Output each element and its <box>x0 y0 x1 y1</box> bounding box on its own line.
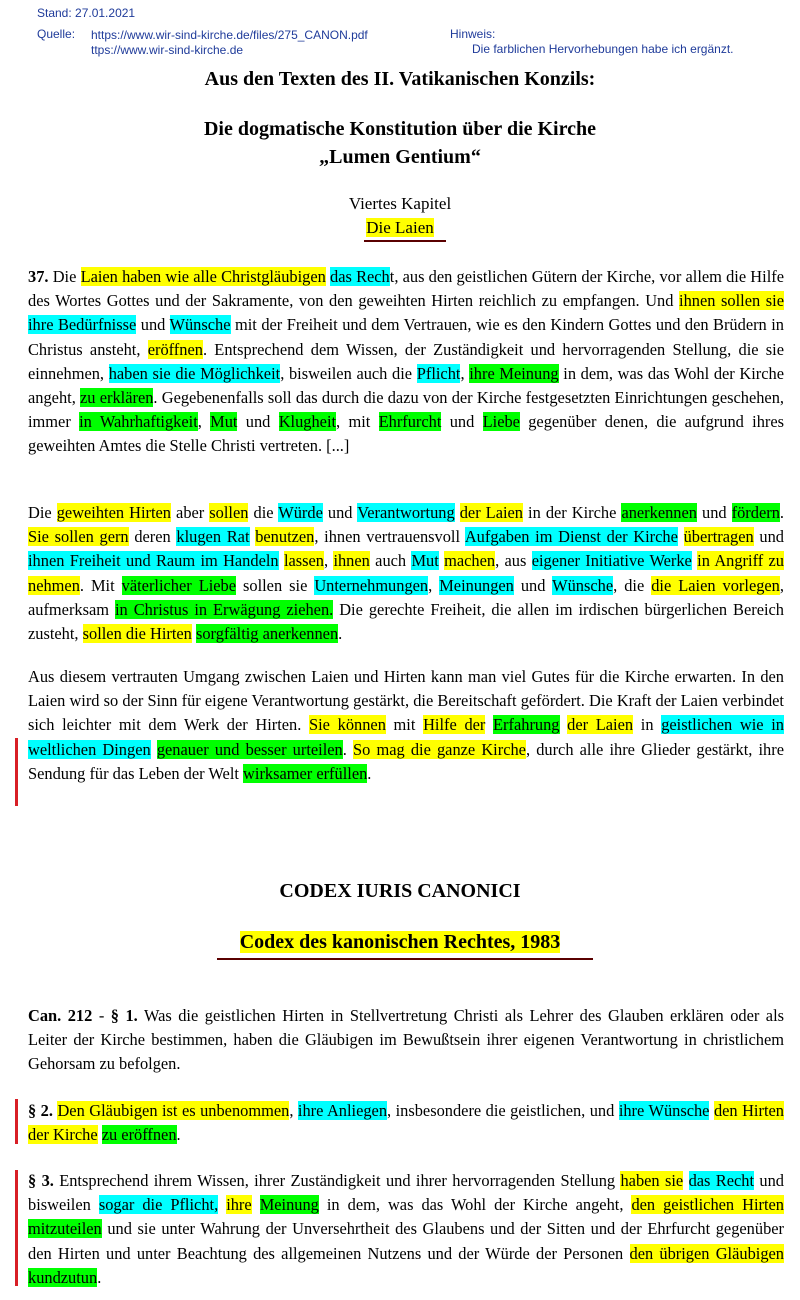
yellow-highlight: Laien haben wie alle Christgläubigen <box>80 267 326 286</box>
cyan-highlight: Verantwortung <box>357 503 455 522</box>
cyan-highlight: Wünsche <box>169 315 231 335</box>
text-run: und <box>441 412 483 432</box>
text-run: und <box>237 412 279 432</box>
cyan-highlight: das Recht <box>688 1171 755 1190</box>
cyan-highlight: Pflicht <box>416 363 461 383</box>
text-run: . Mit <box>79 575 122 595</box>
text-run: , bisweilen auch die <box>280 363 417 383</box>
green-highlight: Liebe <box>482 412 520 432</box>
text-run: Aus diesem vertrauten Umgang zwischen Laien und Hirten kann man viel Gutes für die Kirche erwarten. In den Laien wird so der Sinn für eigene Verantwortung gestärkt, die Bereitschaft gefördert. Die Kraft der Laien verbindet sich leichter mit dem Werk der Hirten. <box>28 667 784 735</box>
text-run: , <box>460 363 470 383</box>
text-run: , aus <box>495 551 532 571</box>
chapter-title <box>0 218 800 238</box>
yellow-highlight: der Laien <box>459 503 523 522</box>
yellow-highlight: die Laien vorlegen <box>651 575 780 595</box>
text-run: sollen sie <box>236 575 315 595</box>
text-run: . <box>97 1267 102 1287</box>
text-run: , <box>197 412 211 432</box>
cyan-highlight: das Rech <box>330 267 390 286</box>
yellow-highlight: So mag die ganze Kirche <box>353 739 526 759</box>
cyan-highlight: ihre Wünsche <box>618 1101 710 1120</box>
text-run: und <box>322 503 358 522</box>
yellow-highlight: ihre <box>226 1195 252 1215</box>
text-run: . <box>176 1125 181 1145</box>
yellow-highlight: den übrigen Gläubigen <box>629 1243 784 1263</box>
text-run: und <box>696 503 732 522</box>
text-run: . <box>342 739 353 759</box>
cyan-highlight: sogar die Pflicht, <box>98 1195 219 1215</box>
text-run: und bisweilen <box>28 1171 784 1215</box>
text-run: , durch alle ihre Glieder gestärkt, ihre Sendung für das Leben der Welt <box>28 739 784 783</box>
hint-label: Hinweis: <box>450 27 496 41</box>
green-highlight: Meinung <box>259 1195 319 1215</box>
yellow-highlight: haben sie <box>620 1171 684 1190</box>
yellow-highlight: sollen <box>209 503 249 522</box>
text-run <box>151 740 157 759</box>
text-run: Die <box>28 503 57 522</box>
text-run <box>678 527 684 546</box>
cyan-highlight: Mut <box>411 551 439 571</box>
text-run: . Entsprechend dem Wissen, der Zuständigkeit und hervorragenden Stellung, die sie einnehmen, <box>28 339 784 383</box>
text-run: , insbesondere die geistlichen, und <box>387 1101 619 1120</box>
can-212-paragraph-1 <box>28 1004 784 1077</box>
margin-bar-can-2 <box>15 1099 18 1144</box>
yellow-highlight: eröffnen <box>147 339 203 359</box>
text-run: aber <box>171 503 210 522</box>
yellow-highlight: Sie können <box>309 715 386 735</box>
text-run: in der Kirche <box>523 503 622 522</box>
cyan-highlight: Unternehmungen <box>314 575 429 595</box>
text-run: in dem, was das Wohl der Kirche angeht, <box>28 363 785 408</box>
green-highlight: in Christus in Erwägung ziehen. <box>114 599 334 619</box>
source-link-2[interactable]: ttps://www.wir-sind-kirche.de <box>91 43 244 57</box>
text-run: , die <box>613 575 652 595</box>
cyan-highlight: Wünsche <box>552 575 614 595</box>
text-run: . <box>338 624 343 644</box>
green-highlight: sorgfältig anerkennen <box>195 624 339 644</box>
text-run: t, aus den geistlichen Gütern der Kirche, vor allem die Hilfe des Wortes Gottes und der Sakramente, von den geweihten Hirten reichlich zu empfangen. Und <box>28 267 784 311</box>
lg-paragraph-37 <box>28 265 784 459</box>
yellow-highlight: geweihten Hirten <box>56 503 171 522</box>
lg-paragraph-umgang <box>28 665 784 786</box>
margin-bar-can-3 <box>15 1170 18 1286</box>
text-run <box>485 715 493 734</box>
text-run: , aufmerksam <box>28 575 784 619</box>
yellow-highlight: Sie sollen gern <box>28 527 129 547</box>
text-run: auch <box>369 551 412 571</box>
yellow-highlight: in Angriff zu nehmen <box>28 551 784 595</box>
green-highlight: zu eröffnen <box>101 1125 177 1145</box>
text-run: Die <box>48 267 81 286</box>
source-link-1[interactable]: https://www.wir-sind-kirche.de/files/275_CANON.pdf <box>91 28 368 42</box>
text-run: die <box>248 503 279 522</box>
green-highlight: Klugheit <box>278 412 337 432</box>
text-run <box>252 1195 260 1214</box>
cyan-highlight: Meinungen <box>439 575 514 595</box>
stand-date: Stand: 27.01.2021 <box>37 6 136 20</box>
cyan-highlight: ihnen Freiheit und Raum im Handeln <box>28 551 279 571</box>
yellow-highlight: machen <box>444 551 496 571</box>
green-highlight: kundzutun <box>28 1267 98 1287</box>
margin-bar-lg <box>15 738 18 806</box>
text-run: , mit <box>336 412 379 432</box>
codex-subtitle <box>0 931 800 954</box>
yellow-highlight: der Laien <box>567 715 634 735</box>
green-highlight: väterlicher Liebe <box>121 575 237 595</box>
text-run: . <box>367 763 372 783</box>
text-run: , ihnen vertrauensvoll <box>314 527 465 547</box>
green-highlight: Ehrfurcht <box>378 412 442 432</box>
hint-text: Die farblichen Hervorhebungen habe ich ergänzt. <box>472 42 734 56</box>
text-run: in dem, was das Wohl der Kirche angeht, <box>318 1195 632 1215</box>
cyan-highlight: ihre Anliegen <box>297 1101 388 1120</box>
bold-label: § 2. <box>28 1101 53 1120</box>
yellow-highlight: Hilfe der <box>423 715 486 735</box>
green-highlight: Mut <box>210 412 238 432</box>
text-run <box>683 1171 688 1190</box>
text-run: und <box>136 315 170 335</box>
green-highlight: in Wahrhaftigkeit <box>79 412 198 432</box>
text-run: mit <box>385 715 424 735</box>
text-run: gegenüber denen, die aufgrund ihres geweihten Amtes die Stelle Christi vertreten. [...] <box>28 412 784 456</box>
green-highlight: Erfahrung <box>493 715 560 735</box>
text-run: , <box>428 575 440 595</box>
green-highlight: fördern <box>731 503 780 522</box>
text-run: Die gerechte Freiheit, die allen im irdischen bürgerlichen Bereich zusteht, <box>28 599 784 644</box>
yellow-highlight: benutzen <box>255 527 315 547</box>
yellow-highlight: den geistlichen Hirten <box>631 1195 784 1215</box>
cyan-highlight: Aufgaben im Dienst der Kirche <box>464 527 678 547</box>
green-highlight: zu erklären <box>80 388 154 408</box>
yellow-highlight: lassen <box>283 551 324 571</box>
cyan-highlight: ihre Bedürfnisse <box>28 315 137 335</box>
text-run: . Gegebenenfalls soll das durch die dazu von der Kirche festgesetzten Einrichtungen geschehen, immer <box>28 388 784 432</box>
text-run: deren <box>128 527 177 547</box>
bold-label: Can. 212 <box>28 1006 93 1025</box>
codex-subtitle-text: Codex des kanonischen Rechtes, 1983 <box>239 931 561 953</box>
text-run: , <box>324 551 334 571</box>
yellow-highlight: Den Gläubigen ist es unbenommen <box>57 1101 290 1120</box>
bold-label: § 3. <box>28 1171 54 1190</box>
green-highlight: anerkennen <box>621 503 697 522</box>
cyan-highlight: Würde <box>278 503 323 522</box>
constitution-title: Die dogmatische Konstitution über die Kirche <box>203 118 597 140</box>
can-212-paragraph-2 <box>28 1099 784 1147</box>
cyan-highlight: klugen Rat <box>176 527 250 547</box>
chapter-title-text: Die Laien <box>366 218 434 237</box>
text-run: und sie unter Wahrung der Unversehrtheit des Glaubens und der Sitten und der Ehrfurcht gegenüber den Hirten und unter Beachtung des allgemeinen Nutzens und der Würde der Personen <box>28 1219 784 1263</box>
cyan-highlight: haben sie die Möglichkeit <box>108 363 281 383</box>
text-run: Entsprechend ihrem Wissen, ihrer Zuständigkeit und ihrer hervorragenden Stellung <box>53 1171 621 1190</box>
text-run: - <box>92 1006 111 1025</box>
bold-label: § 1. <box>110 1006 138 1025</box>
yellow-highlight: ihnen sollen sie <box>679 291 784 311</box>
green-highlight: wirksamer erfüllen <box>243 763 368 783</box>
text-run <box>455 503 460 522</box>
green-highlight: genauer und besser urteilen <box>156 739 343 759</box>
can-212-paragraph-3 <box>28 1169 784 1290</box>
text-run: . <box>779 503 785 522</box>
yellow-highlight: ihnen <box>333 551 370 571</box>
text-run: Was die geistlichen Hirten in Stellvertretung Christi als Lehrer des Glauben erklären oder als Leiter der Kirche bestimmen, haben die Gläubigen im Bewußtsein ihrer eigenen Verantwortung in christlichem Gehorsam zu befolgen. <box>28 1006 785 1074</box>
text-run: , <box>289 1101 298 1120</box>
green-highlight: mitzuteilen <box>28 1219 102 1239</box>
yellow-highlight: sollen die Hirten <box>82 624 192 644</box>
codex-underline <box>217 958 593 960</box>
text-run: und <box>513 575 553 595</box>
chapter-number: Viertes Kapitel <box>348 194 452 213</box>
text-run: und <box>753 527 784 547</box>
bold-label: 37. <box>28 267 49 286</box>
lg-paragraph-hirten <box>28 501 784 646</box>
yellow-highlight: den Hirten der Kirche <box>28 1101 784 1145</box>
cyan-highlight: eigener Initiative Werke <box>531 551 692 571</box>
text-run <box>218 1195 226 1214</box>
cyan-highlight: geistlichen wie in weltlichen Dingen <box>28 715 784 759</box>
source-label: Quelle: <box>37 27 76 41</box>
yellow-highlight: übertragen <box>683 527 754 547</box>
green-highlight: ihre Meinung <box>469 363 559 383</box>
chapter-underline <box>364 240 446 242</box>
lumen-gentium-title: „Lumen Gentium“ <box>319 146 481 168</box>
text-run: mit der Freiheit und dem Vertrauen, wie es den Kindern Gottes und den Brüdern in Christus ansteht, <box>28 315 784 359</box>
text-run: in <box>633 715 662 735</box>
council-title: Aus den Texten des II. Vatikanischen Konzils: <box>204 68 596 90</box>
codex-title: CODEX IURIS CANONICI <box>279 880 521 902</box>
